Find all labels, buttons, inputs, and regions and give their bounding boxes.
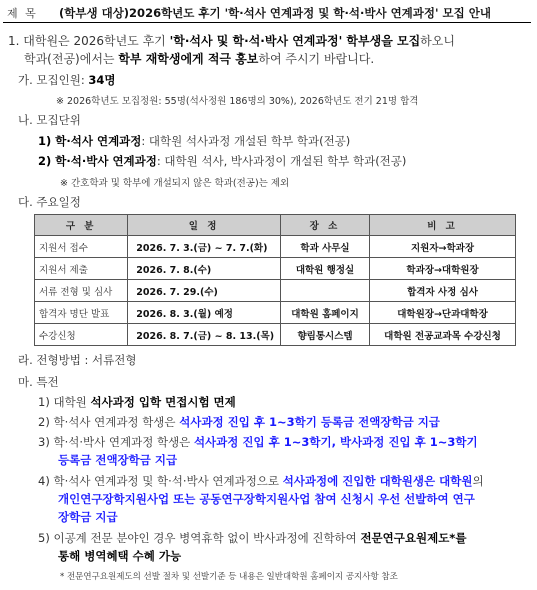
benefit-4-num: 4) xyxy=(38,474,54,488)
intro-line-1 xyxy=(8,32,455,49)
benefits-note: * 전문연구요원제도의 선발 절차 및 선발기준 등 내용은 일반대학원 홈페이지 공지사항 참조 xyxy=(60,572,398,582)
schedule-header-row xyxy=(35,215,516,236)
benefit-item-1 xyxy=(38,394,236,410)
benefit-3-c: 등록금 전액장학금 지급 xyxy=(58,453,178,467)
unit-item-2 xyxy=(38,153,406,169)
benefit-4-d: 개인연구장학지원사업 또는 공동연구장학지원사업 참여 신청시 우선 선발하여 연구 xyxy=(58,492,475,506)
benefit-item-3 xyxy=(38,434,478,450)
unit-item-1-text: : 대학원 석사과정 개설된 학부 학과(전공) xyxy=(141,134,351,148)
table-cell: 대학원장→단과대학장 xyxy=(370,302,516,324)
benefit-3-b: 석사과정 진입 후 1~3학기, 박사과정 진입 후 1~3학기 xyxy=(193,435,478,449)
table-row xyxy=(35,324,516,346)
table-cell: 지원서 제출 xyxy=(35,258,128,280)
recruit-count xyxy=(18,72,116,88)
table-cell: 2026. 8. 3.(월) 예정 xyxy=(128,302,281,324)
table-cell xyxy=(280,280,369,302)
table-cell: 2026. 7. 8.(수) xyxy=(128,258,281,280)
benefit-5-c: 통해 병역혜택 수혜 가능 xyxy=(58,549,182,563)
recruit-count-label: 가. 모집인원: xyxy=(18,73,89,87)
schedule-header: 장 소 xyxy=(280,215,369,236)
benefit-5-num: 5) xyxy=(38,531,54,545)
benefit-item-5 xyxy=(38,530,466,546)
intro-text-c: 하오니 xyxy=(420,34,455,48)
benefit-item-4 xyxy=(38,473,484,489)
schedule-header: 일 정 xyxy=(128,215,281,236)
selection-method: 라. 전형방법 : 서류전형 xyxy=(18,353,137,367)
schedule-label: 다. 주요일정 xyxy=(18,195,81,209)
table-cell: 합격자 명단 발표 xyxy=(35,302,128,324)
table-cell: 지원서 접수 xyxy=(35,236,128,258)
unit-item-2-head: 2) 학·석·박사 연계과정 xyxy=(38,154,157,168)
table-cell: 합격자 사정 심사 xyxy=(370,280,516,302)
title-label: 제 목 xyxy=(7,7,38,20)
benefit-item-5-cont xyxy=(58,548,181,564)
unit-item-1 xyxy=(38,133,350,149)
benefit-4-e: 장학금 지급 xyxy=(58,510,118,524)
recruit-units-label: 나. 모집단위 xyxy=(18,113,81,127)
table-cell: 대학원 홈페이지 xyxy=(280,302,369,324)
benefit-2-b: 석사과정 진입 후 1~3학기 등록금 전액장학금 지급 xyxy=(179,415,440,429)
table-cell: 학과 사무실 xyxy=(280,236,369,258)
table-cell: 대학원 행정실 xyxy=(280,258,369,280)
intro2-text-a: 학과(전공)에서는 xyxy=(24,52,119,66)
benefit-1-a: 대학원 xyxy=(53,395,91,409)
benefit-3-a: 학·석·박사 연계과정 학생은 xyxy=(53,435,194,449)
table-cell: 지원자→학과장 xyxy=(370,236,516,258)
recruit-count-value: 34명 xyxy=(88,73,116,87)
benefit-item-4-cont2 xyxy=(58,509,118,525)
schedule-header: 구 분 xyxy=(35,215,128,236)
intro-number: 1. xyxy=(8,34,20,48)
table-cell: 2026. 7. 3.(금) ~ 7. 7.(화) xyxy=(128,236,281,258)
recruit-note: ※ 2026학년도 모집정원: 55명(석사정원 186명의 30%), 2026학년도 전기 21명 합격 xyxy=(56,96,419,107)
benefit-item-3-cont xyxy=(58,452,177,468)
table-row xyxy=(35,258,516,280)
title-row xyxy=(3,2,531,23)
benefits-label: 마. 특전 xyxy=(18,375,59,389)
benefit-5-b: 전문연구요원제도*를 xyxy=(360,531,467,545)
benefit-2-num: 2) xyxy=(38,415,54,429)
table-row xyxy=(35,302,516,324)
units-note: ※ 간호학과 및 학부에 개설되지 않은 학과(전공)는 제외 xyxy=(60,178,290,189)
table-cell: 서류 전형 및 심사 xyxy=(35,280,128,302)
document-title: (학부생 대상)2026학년도 후기 '학·석사 연계과정 및 학·석·박사 연계과정' 모집 안내 xyxy=(59,6,491,20)
benefit-4-c: 의 xyxy=(472,474,484,488)
table-row xyxy=(35,236,516,258)
unit-item-2-text: : 대학원 석사, 박사과정이 개설된 학부 학과(전공) xyxy=(156,154,407,168)
benefit-5-a: 이공계 전문 분야인 경우 병역휴학 없이 박사과정에 진학하여 xyxy=(53,531,361,545)
intro-text-b: '학·석사 및 학·석·박사 연계과정' 학부생을 모집 xyxy=(169,34,421,48)
intro-line-2 xyxy=(24,50,374,67)
table-cell: 대학원 전공교과목 수강신청 xyxy=(370,324,516,346)
benefit-4-a: 학·석사 연계과정 및 학·석·박사 연계과정으로 xyxy=(53,474,283,488)
table-row xyxy=(35,280,516,302)
benefit-3-num: 3) xyxy=(38,435,54,449)
benefit-1-b: 석사과정 입학 면접시험 면제 xyxy=(90,395,236,409)
schedule-header: 비 고 xyxy=(370,215,516,236)
benefit-1-num: 1) xyxy=(38,395,54,409)
table-cell: 수강신청 xyxy=(35,324,128,346)
intro2-text-c: 하여 주시기 바랍니다. xyxy=(258,52,375,66)
benefit-2-a: 학·석사 연계과정 학생은 xyxy=(53,415,180,429)
schedule-table xyxy=(34,214,516,346)
unit-item-1-head: 1) 학·석사 연계과정 xyxy=(38,134,142,148)
table-cell: 2026. 8. 7.(금) ~ 8. 13.(목) xyxy=(128,324,281,346)
intro2-text-b: 학부 재학생에게 적극 홍보 xyxy=(118,52,259,66)
intro-text-a: 대학원은 2026학년도 후기 xyxy=(23,34,170,48)
table-cell: 향림통시스템 xyxy=(280,324,369,346)
table-cell: 학과장→대학원장 xyxy=(370,258,516,280)
benefit-4-b: 석사과정에 진입한 대학원생은 대학원 xyxy=(282,474,473,488)
table-cell: 2026. 7. 29.(수) xyxy=(128,280,281,302)
benefit-item-2 xyxy=(38,414,440,430)
benefit-item-4-cont xyxy=(58,491,475,507)
